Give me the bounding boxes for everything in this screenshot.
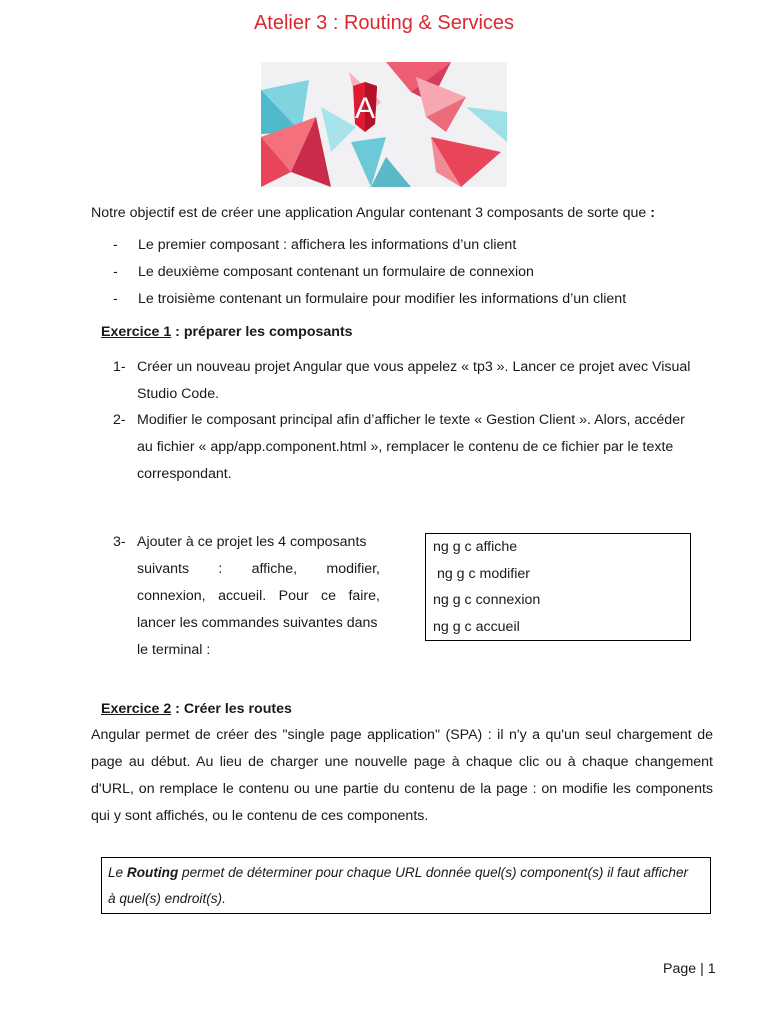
list-item: - Le deuxième composant contenant un formulaire de connexion	[113, 264, 534, 280]
angular-logo-letter: A	[354, 92, 376, 125]
objective-list	[113, 232, 626, 313]
commands-box	[425, 533, 691, 641]
page-title: Atelier 3 : Routing & Services	[253, 12, 515, 34]
command-line: ng g c modifier	[433, 565, 530, 582]
angular-banner-image	[261, 62, 507, 187]
list-item: - Le premier composant : affichera les informations d’un client	[113, 237, 517, 253]
list-item: - Le troisième contenant un formulaire pour modifier les informations d’un client	[113, 291, 627, 307]
exercise2-heading: Exercice 2 : Créer les routes	[101, 701, 292, 717]
command-line: ng g c affiche	[433, 539, 518, 555]
step-2: 2- Modifier le composant principal afin d’afficher le texte « Gestion Client ». Alors, accéder au fichier « app/app.component.html », remplacer le contenu de ce fichier par le texte correspondant.	[113, 412, 685, 482]
command-line: ng g c connexion	[433, 592, 541, 608]
intro-paragraph: Notre objectif est de créer une application Angular contenant 3 composants de sorte que :	[91, 205, 655, 221]
routing-note-box: Le Routing permet de déterminer pour chaque URL donnée quel(s) component(s) il faut afficher à quel(s) endroit(s).	[101, 857, 711, 914]
step-1: 1- Créer un nouveau projet Angular que vous appelez « tp3 ». Lancer ce projet avec Visual Studio Code.	[113, 359, 691, 402]
command-line: ng g c accueil	[433, 618, 520, 635]
exercise1-heading: Exercice 1 : préparer les composants	[101, 324, 353, 340]
spa-paragraph: Angular permet de créer des "single page application" (SPA) : il n'y a qu'un seul chargement de page au début. Au lieu de charger une nouvelle page à chaque clic ou à chaque changement d'URL, on remplace le contenu ou une partie du contenu de la page : on modifie les components qui y sont affichés, ou le contenu de ces components.	[91, 727, 713, 824]
step-3: 3- Ajouter à ce projet les 4 composants suivants : affiche, modifier, connexion, accueil. Pour ce faire, lancer les commandes suivantes dans le terminal :	[113, 534, 380, 658]
page-footer: Page | 1	[663, 961, 716, 977]
